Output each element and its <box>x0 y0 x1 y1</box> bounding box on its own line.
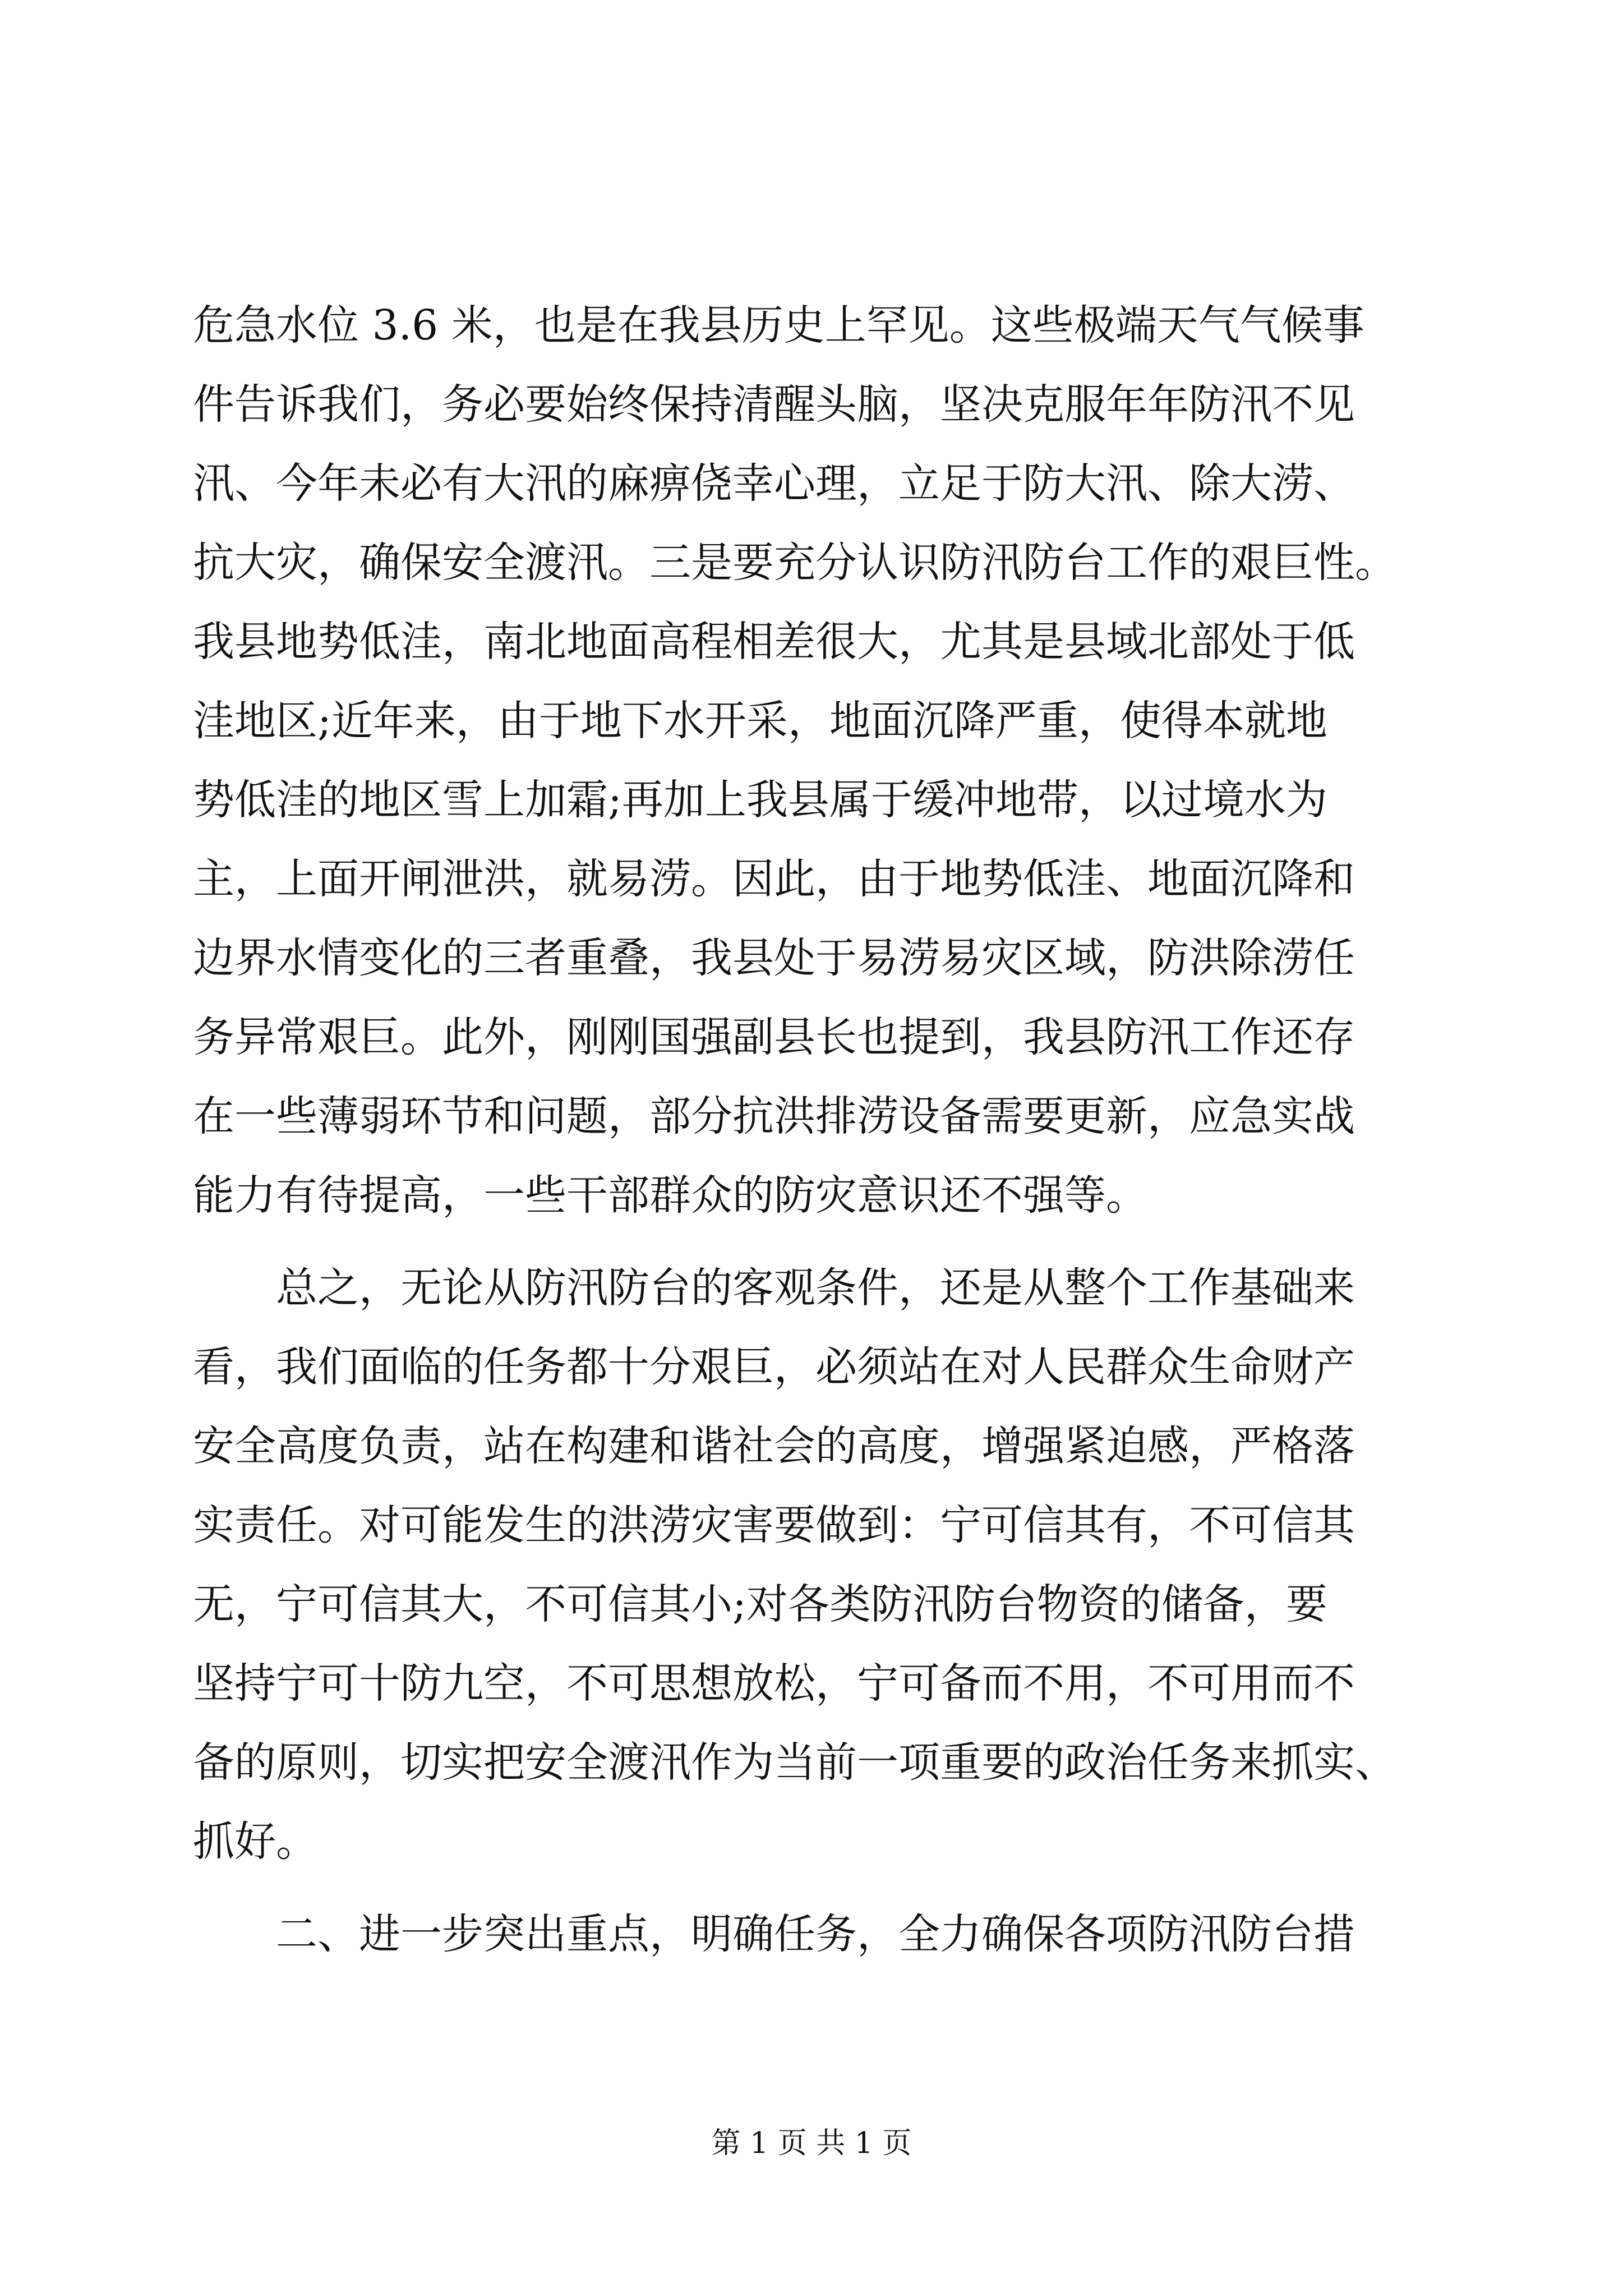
text-line: 总之，无论从防汛防台的客观条件，还是从整个工作基础来 <box>193 1264 1355 1312</box>
paragraph-gap <box>193 1235 1427 1249</box>
text-line: 务异常艰巨。此外，刚刚国强副县长也提到，我县防汛工作还存 <box>193 1013 1355 1061</box>
text-line: 二、进一步突出重点，明确任务，全力确保各项防汛防台措 <box>193 1910 1355 1958</box>
text-line: 边界水情变化的三者重叠，我县处于易涝易灾区域，防洪除涝任 <box>193 934 1355 982</box>
text-line: 备的原则，切实把安全渡汛作为当前一项重要的政治任务来抓实、 <box>193 1738 1396 1787</box>
text-line: 件告诉我们，务必要始终保持清醒头脑，坚决克服年年防汛不见 <box>193 380 1355 429</box>
text-line: 我县地势低洼，南北地面高程相差很大，尤其是县域北部处于低 <box>193 618 1355 666</box>
text-line: 抓好。 <box>193 1818 317 1866</box>
text-line: 势低洼的地区雪上加霜;再加上我县属于缓冲地带，以过境水为 <box>193 776 1327 824</box>
text-line: 能力有待提高，一些干部群众的防灾意识还不强等。 <box>193 1171 1147 1220</box>
text-line: 看，我们面临的任务都十分艰巨，必须站在对人民群众生命财产 <box>193 1343 1355 1391</box>
text-line: 坚持宁可十防九空，不可思想放松，宁可备而不用，不可用而不 <box>193 1659 1355 1708</box>
text-line: 安全高度负责，站在构建和谐社会的高度，增强紧迫感，严格落 <box>193 1422 1355 1470</box>
text-line: 无，宁可信其大，不可信其小;对各类防汛防台物资的储备，要 <box>193 1580 1327 1628</box>
text-line: 抗大灾，确保安全渡汛。三是要充分认识防汛防台工作的艰巨性。 <box>193 539 1396 587</box>
page-footer: 第 1 页 共 1 页 <box>711 2127 912 2160</box>
text-line: 在一些薄弱环节和问题，部分抗洪排涝设备需要更新，应急实战 <box>193 1092 1355 1140</box>
text-line: 危急水位 3.6 米，也是在我县历史上罕见。这些极端天气气候事 <box>193 301 1364 349</box>
text-line: 洼地区;近年来，由于地下水开采，地面沉降严重，使得本就地 <box>193 697 1327 745</box>
text-line: 实责任。对可能发生的洪涝灾害要做到：宁可信其有，不可信其 <box>193 1501 1355 1549</box>
text-line: 汛、今年未必有大汛的麻痹侥幸心理，立足于防大汛、除大涝、 <box>193 459 1355 508</box>
document-body <box>193 286 1427 1974</box>
paragraph-gap <box>193 1881 1427 1895</box>
text-line: 主，上面开闸泄洪，就易涝。因此，由于地势低洼、地面沉降和 <box>193 855 1355 903</box>
